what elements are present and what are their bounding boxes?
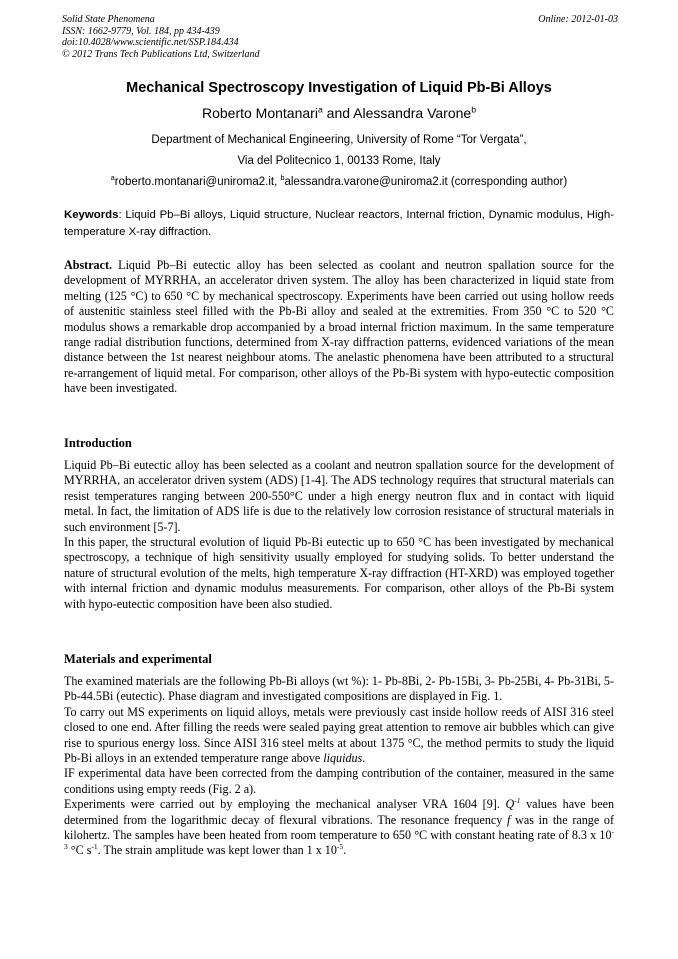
text-run: . xyxy=(362,751,366,766)
text-run: Q xyxy=(505,797,515,812)
email-address[interactable]: roberto.montanari@uniroma2.it, xyxy=(114,176,281,188)
affiliation-line: Department of Mechanical Engineering, University of Rome “Tor Vergata”, xyxy=(151,134,527,146)
author-list xyxy=(40,104,638,122)
online-date: Online: 2012-01-03 xyxy=(538,14,618,25)
copyright: © 2012 Trans Tech Publications Ltd, Switzerland xyxy=(62,48,260,60)
abstract-label: Abstract. xyxy=(64,258,113,272)
paragraph: Liquid Pb–Bi eutectic alloy has been selected as a coolant and neutron spallation source for the development of MYRRHA, an accelerator driven system (ADS) [1-4]. The ADS technology requires that structural materials can resist temperatures ranging between 200-550°C under a high energy neutron flux and in contact with liquid metal. In fact, the limitation of ADS life is due to the relatively low corrosion resistance of structural materials in such environment [5-7]. xyxy=(64,458,614,534)
paper-title: Mechanical Spectroscopy Investigation of Liquid Pb-Bi Alloys xyxy=(126,80,552,96)
section-heading-materials: Materials and experimental xyxy=(64,652,212,666)
paragraph xyxy=(64,797,614,859)
author-sup: b xyxy=(471,104,477,115)
issn: ISSN: 1662-9779, Vol. 184, pp 434-439 xyxy=(62,25,220,37)
author-name: Alessandra Varone xyxy=(353,105,472,121)
paragraph: In this paper, the structural evolution of liquid Pb-Bi eutectic up to 650 °C has been investigated by mechanical spectroscopy, a technique of high sensitivity usually employed for studying solids. To better understand the nature of structural evolution of the melts, high temperature X-ray diffraction (HT-XRD) was employed together with internal friction and dynamic modulus measurements. For comparison, other alloys of the Pb-Bi system with hypo-eutectic composition have been also studied. xyxy=(64,535,614,611)
text-run: values have been determined from the logarithmic decay of flexural vibrations. The resonance frequency xyxy=(64,797,614,827)
affiliation-line: Via del Politecnico 1, 00133 Rome, Italy xyxy=(237,155,441,167)
journal-name: Solid State Phenomena xyxy=(62,14,155,25)
text-run: was in the range of kilohertz. The samples have been heated from room temperature to 650 °C with constant heating rate of 8.3 x 10 xyxy=(64,812,614,843)
text-run: liquidus xyxy=(323,751,363,766)
text-run: . The strain amplitude was kept lower than 1 x 10 xyxy=(97,843,337,858)
text-run: -1 xyxy=(91,842,98,852)
text-run: . xyxy=(343,843,347,858)
email-address[interactable]: alessandra.varone@uniroma2.it (corresponding author) xyxy=(284,176,568,188)
journal-header xyxy=(62,14,618,60)
paragraph xyxy=(64,705,614,767)
text-run: To carry out MS experiments on liquid alloys, metals were previously cast inside hollow reeds of AISI 316 steel closed to one end. After filling the reeds were sealed paying great attention to remove air bubbles which can give rise to spurious energy loss. Since AISI 316 steel melts at about 1375 °C, the method permits to study the liquid Pb-Bi alloys in an extended temperature range above xyxy=(64,704,614,766)
doi: doi:10.4028/www.scientific.net/SSP.184.434 xyxy=(62,37,239,48)
text-run: °C s xyxy=(67,843,92,858)
email-sup: b xyxy=(280,174,285,183)
author-sup: a xyxy=(317,104,323,115)
text-run: f xyxy=(507,812,511,827)
keywords xyxy=(64,207,614,241)
text-run: -3 xyxy=(64,827,614,852)
keywords-label: Keywords xyxy=(64,209,119,221)
abstract-text: Liquid Pb–Bi eutectic alloy has been selected as coolant and neutron spallation source for the development of MYRRHA, an accelerator driven system. The alloy has been characterized in liquid state from melting (125 °C) to 650 °C by mechanical spectroscopy. Experiments have been carried out using hollow reeds of austenitic stainless steel filled with the Pb-Bi alloy and sealed at the extremities. From 350 °C to 520 °C modulus shows a remarkable drop accompanied by a broad internal friction maximum. In the same temperature range radial distribution functions, determined from X-ray diffraction patterns, evidenced variations of the mean distance between the 1st nearest neighbour atoms. The anelastic phenomena have been attributed to a structural re-arrangement of liquid metal. For comparison, other alloys of the Pb-Bi system with hypo-eutectic composition have been investigated. xyxy=(64,258,614,396)
materials-body xyxy=(64,674,614,859)
email-line xyxy=(40,175,638,189)
keywords-text: : Liquid Pb–Bi alloys, Liquid structure, Nuclear reactors, Internal friction, Dynamic modulus, High-temperature X-ray diffraction. xyxy=(64,209,614,238)
email-sup: a xyxy=(110,174,115,183)
section-heading-introduction: Introduction xyxy=(64,436,132,450)
abstract xyxy=(64,258,614,397)
introduction-body xyxy=(64,458,614,612)
paragraph: The examined materials are the following Pb-Bi alloys (wt %): 1- Pb-8Bi, 2- Pb-15Bi, 3- Pb-25Bi, 4- Pb-31Bi, 5- Pb-44.5Bi (eutectic). Phase diagram and investigated compositions are displayed in Fig. 1. xyxy=(64,674,614,704)
text-run: Experiments were carried out by employing the mechanical analyser VRA 1604 [9]. xyxy=(64,797,506,812)
paragraph: IF experimental data have been corrected from the damping contribution of the container, measured in the same conditions using empty reeds (Fig. 2 a). xyxy=(64,766,614,796)
text-run: -5 xyxy=(336,842,344,852)
author-connector: and xyxy=(322,105,354,121)
text-run: -1 xyxy=(514,796,521,806)
author-name: Roberto Montanari xyxy=(201,105,318,121)
